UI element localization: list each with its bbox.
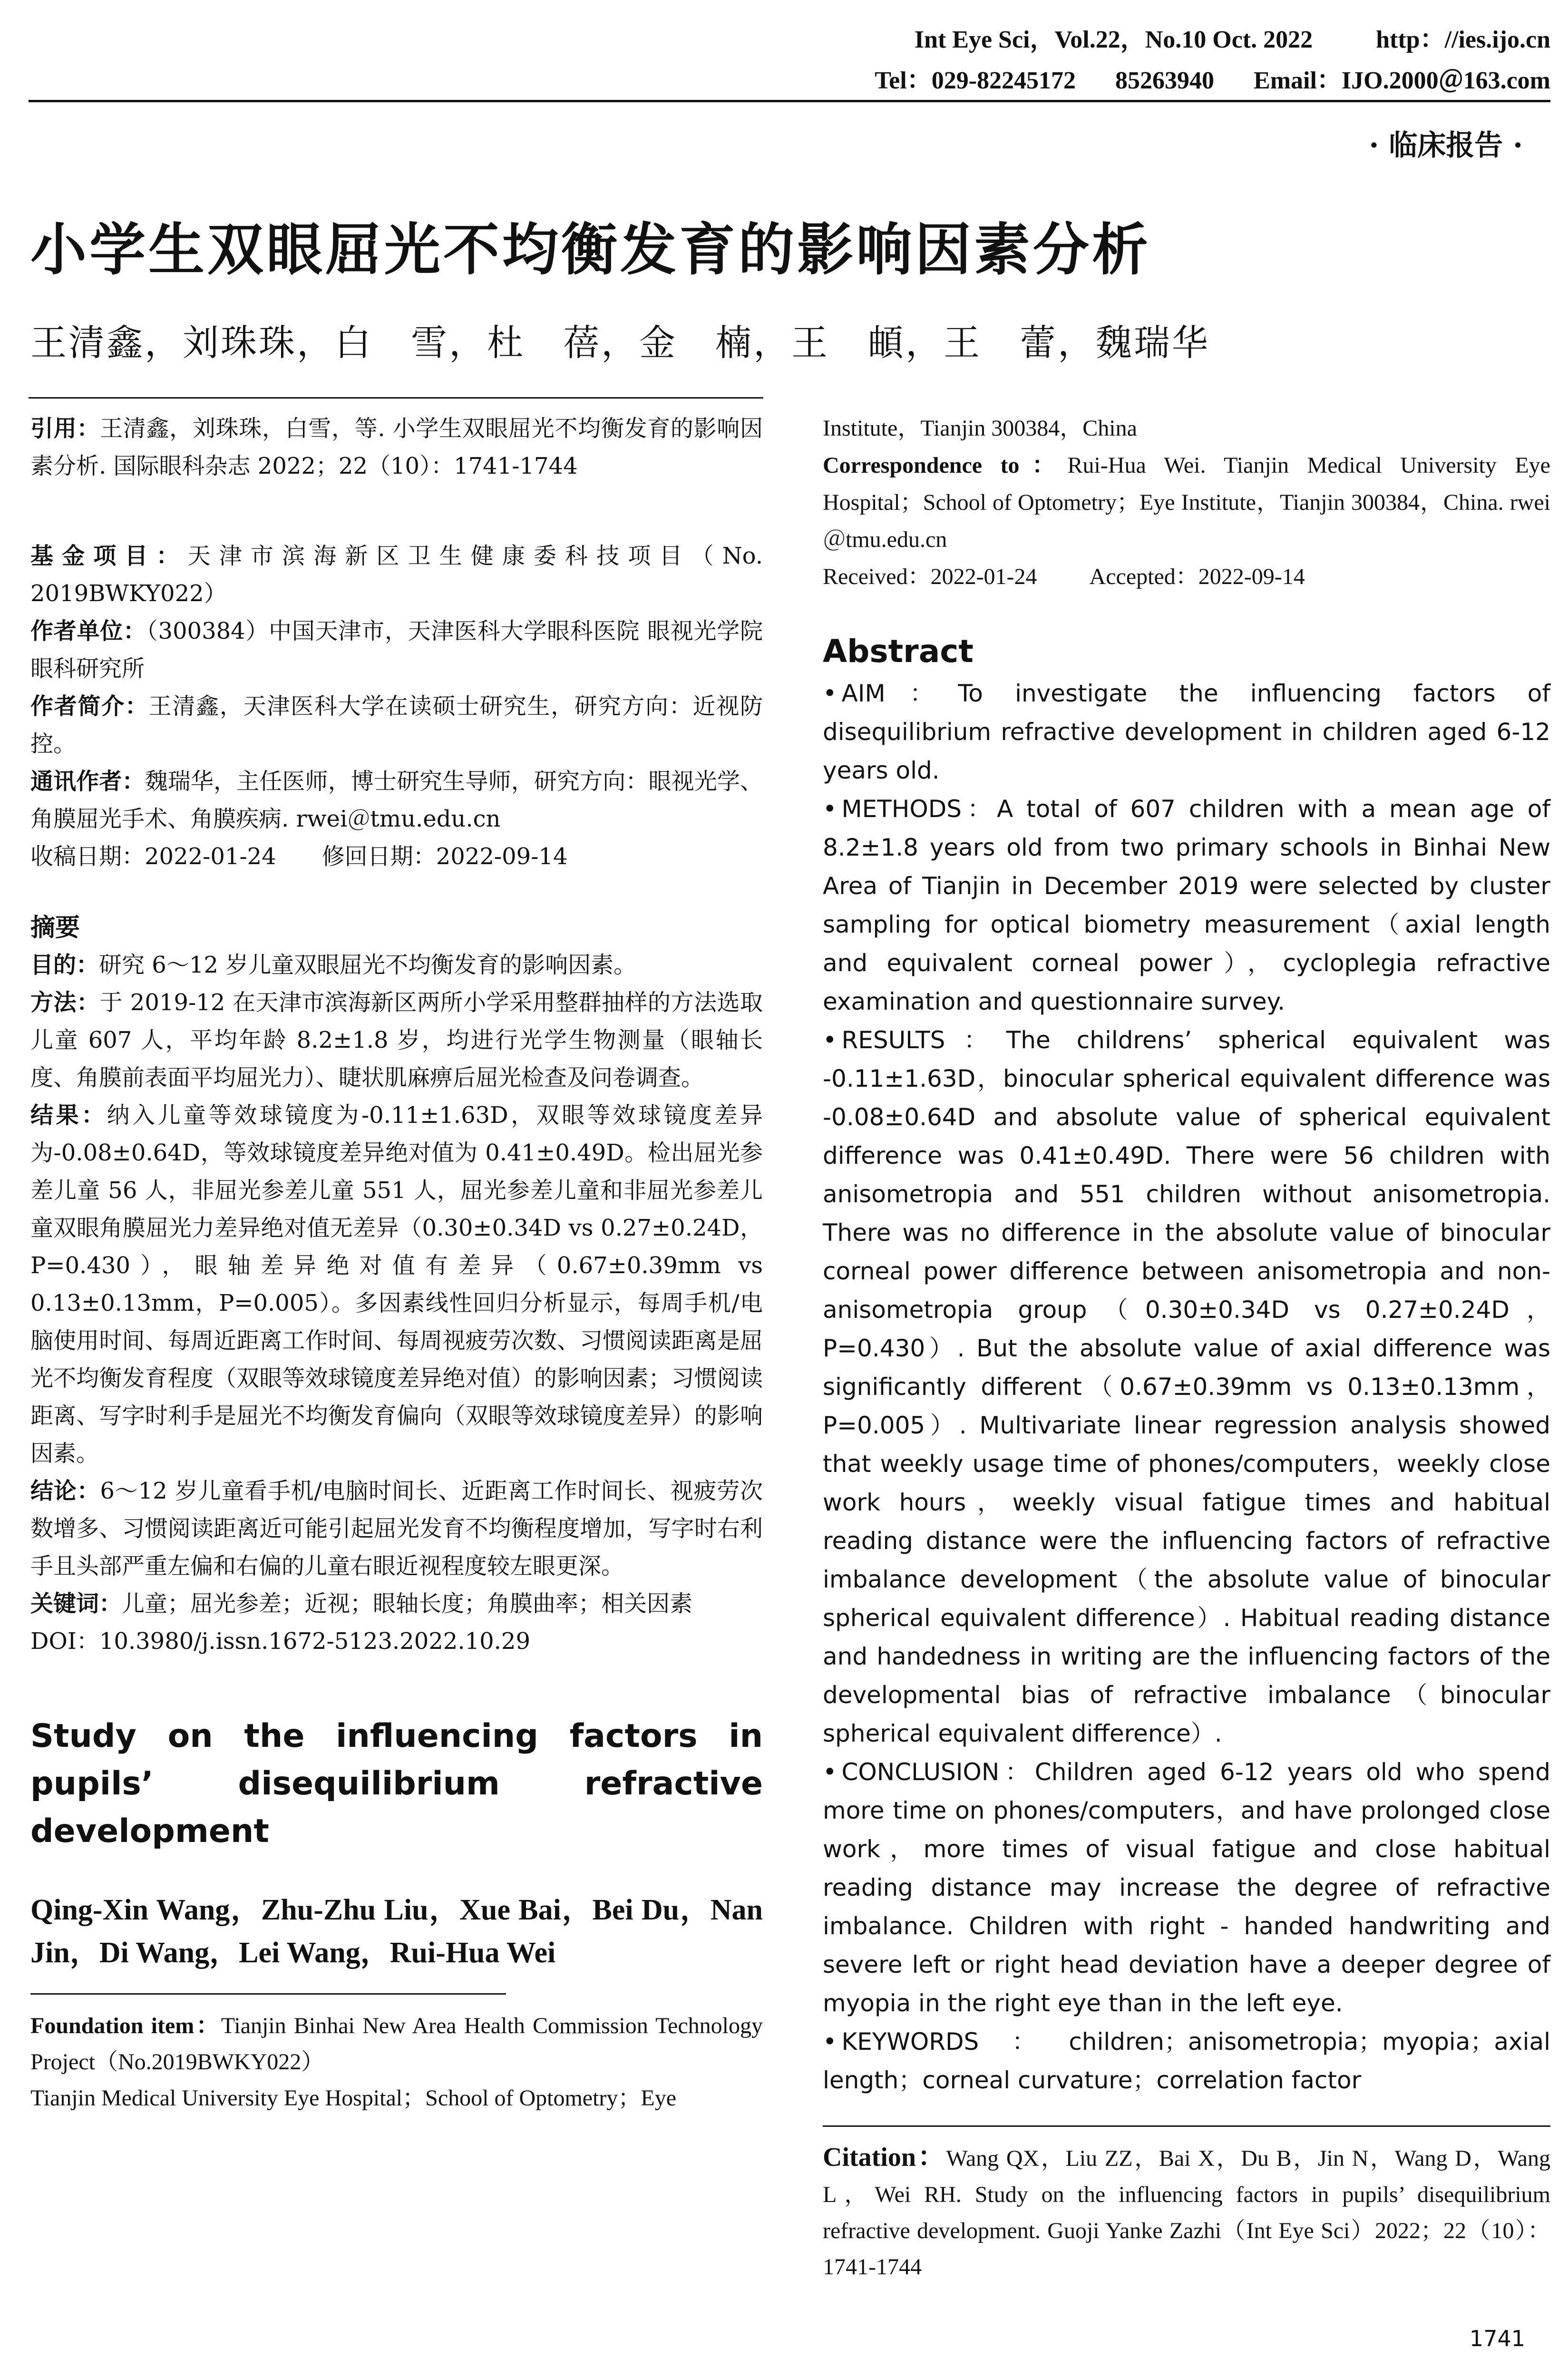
- corr-text: 魏瑞华，主任医师，博士研究生导师，研究方向：眼视光学、角膜屈光手术、角膜疾病. rwei＠tmu.edu.cn: [30, 768, 763, 832]
- article-authors: 王清鑫，刘珠珠，白 雪，杜 蓓，金 楠，王 頔，王 蕾，魏瑞华: [30, 321, 1210, 364]
- accepted-date: Accepted：2022-09-14: [1089, 564, 1305, 589]
- english-title: Study on the influencing factors in pupils’ disequilibrium refractive development: [30, 1717, 763, 1850]
- foundation-label: Foundation item：: [30, 2013, 221, 2038]
- keywords-cn-label: 关键词：: [30, 1590, 122, 1617]
- header-contact-line: [841, 60, 1550, 96]
- page-number: 1741: [1469, 2326, 1525, 2351]
- received-dates: 收稿日期：2022-01-24 修回日期：2022-09-14: [30, 843, 568, 870]
- right-foot-divider: [823, 2125, 1550, 2127]
- correspondence-label: Correspondence to：: [823, 453, 1068, 478]
- author-bio: [30, 688, 763, 763]
- fund-label: 基金项目：: [30, 543, 188, 569]
- corr-label: 通讯作者：: [30, 768, 145, 795]
- received-accepted: [823, 558, 1550, 595]
- abstract-keywords-text: KEYWORDS：children；anisometropia；myopia；axial length；corneal curvature；correlation factor: [823, 2028, 1550, 2094]
- doi: DOI：10.3980/j.issn.1672-5123.2022.10.29: [30, 1628, 531, 1655]
- bullet-icon: •: [823, 680, 837, 707]
- conclusion-cn-label: 结论：: [30, 1478, 100, 1504]
- unit-label: 作者单位：: [30, 618, 146, 644]
- bullet-icon: •: [823, 2028, 837, 2056]
- fund-info: [30, 537, 763, 613]
- citation-cn-text: 王清鑫，刘珠珠，白雪，等. 小学生双眼屈光不均衡发育的影响因素分析. 国际眼科杂志 2022；22（10）：1741-1744: [30, 415, 763, 479]
- conclusion-cn-text: 6～12 岁儿童看手机/电脑时间长、近距离工作时间长、视疲劳次数增多、习惯阅读距离近可能引起屈光发育不均衡程度增加，写字时右利手且头部严重左偏和右偏的儿童右眼近视程度较左眼更深。: [30, 1478, 763, 1579]
- abstract-heading: Abstract: [823, 633, 974, 670]
- results-cn-label: 结果：: [30, 1102, 107, 1129]
- english-authors: Qing-Xin Wang，Zhu-Zhu Liu，Xue Bai，Bei Du，Nan Jin，Di Wang，Lei Wang，Rui-Hua Wei: [30, 1894, 763, 1969]
- abstract-methods-text: METHODS：A total of 607 children with a mean age of 8.2±1.8 years old from two primary schools in Binhai New Area of Tianjin in December 2019 were selected by cluster sampling for optical biometry measurement（axial length and equivalent corneal power），cycloplegia refractive examination and questionnaire survey.: [823, 795, 1550, 1015]
- citation-en-text: Wang QX，Liu ZZ，Bai X，Du B，Jin N，Wang D，Wang L，Wei RH. Study on the influencing factors in pupils’ disequilibrium refractive development. Guoji Yanke Zazhi（Int Eye Sci）2022；22（10）：1741-1744: [823, 2146, 1550, 2280]
- methods-cn-text: 于 2019-12 在天津市滨海新区两所小学采用整群抽样的方法选取儿童 607 人，平均年龄 8.2±1.8 岁，均进行光学生物测量（眼轴长度、角膜前表面平均屈光力）、睫状肌麻痹后屈光检查及问卷调查。: [30, 989, 763, 1091]
- bio-text: 王清鑫，天津医科大学在读硕士研究生，研究方向：近视防控。: [30, 693, 763, 757]
- abstract-cn-results: [30, 1097, 763, 1472]
- journal-email: Email：IJO.2000＠163.com: [1254, 67, 1550, 94]
- received-date: Received：2022-01-24: [823, 564, 1037, 589]
- citation-en-label: Citation：: [823, 2143, 946, 2172]
- left-column: [30, 410, 763, 2116]
- abstract-keywords: [823, 2023, 1550, 2100]
- abstract-results: [823, 1021, 1550, 1753]
- abstract-methods: [823, 790, 1550, 1021]
- right-column: [823, 410, 1550, 2285]
- bullet-icon: •: [823, 1758, 837, 1786]
- affiliation-en: Tianjin Medical University Eye Hospital；School of Optometry；Eye: [30, 2085, 677, 2111]
- journal-tel2: 85263940: [1115, 67, 1215, 94]
- bio-label: 作者简介：: [30, 693, 149, 720]
- fund-text: 天津市滨海新区卫生健康委科技项目（No. 2019BWKY022）: [30, 543, 763, 607]
- section-tag: · 临床报告 ·: [1369, 129, 1523, 162]
- journal-url: http：//ies.ijo.cn: [1376, 26, 1550, 53]
- keywords-cn-text: 儿童；屈光参差；近视；眼轴长度；角膜曲率；相关因素: [122, 1590, 693, 1617]
- abstract-aim-text: AIM：To investigate the influencing factors of disequilibrium refractive development in children aged 6-12 years old.: [823, 680, 1550, 784]
- foundation-item: [30, 2008, 763, 2080]
- header-journal-line: [900, 19, 1550, 55]
- correspondence-text: Rui-Hua Wei. Tianjin Medical University Eye Hospital；School of Optometry；Eye Institute，Tianjin 300384，China. rwei＠tmu.edu.cn: [823, 453, 1550, 552]
- bullet-icon: •: [823, 795, 837, 823]
- header-divider: [29, 100, 1550, 102]
- citation-cn: [30, 410, 763, 485]
- citation-cn-label: 引用：: [30, 415, 100, 442]
- left-foot-divider: [30, 1993, 506, 1995]
- abstract-aim: [823, 674, 1550, 790]
- corresponding-author: [30, 763, 763, 838]
- article-title: 小学生双眼屈光不均衡发育的影响因素分析: [30, 217, 1151, 283]
- running-header: [29, 19, 1550, 100]
- abstract-cn-methods: [30, 984, 763, 1097]
- correspondence: [823, 447, 1550, 558]
- abstract-cn-aim: [30, 946, 763, 984]
- affiliation-en-cont: Institute，Tianjin 300384，China: [823, 416, 1137, 441]
- left-column-divider: [29, 397, 763, 399]
- unit-text: （300384）中国天津市，天津医科大学眼科医院 眼视光学院 眼科研究所: [30, 618, 763, 682]
- aim-cn-text: 研究 6～12 岁儿童双眼屈光不均衡发育的影响因素。: [99, 952, 637, 978]
- keywords-cn: [30, 1585, 763, 1623]
- methods-cn-label: 方法：: [30, 989, 100, 1016]
- abstract-cn-heading: 摘要: [30, 913, 80, 942]
- journal-info: Int Eye Sci，Vol.22，No.10 Oct. 2022: [914, 26, 1313, 53]
- journal-tel: Tel：029-82245172: [875, 67, 1076, 94]
- abstract-conclusion-text: CONCLUSION：Children aged 6-12 years old who spend more time on phones/computers，and have prolonged close work，more times of visual fatigue and close habitual reading distance may increase the degree of refractive imbalance. Children with right - handed handwriting and severe left or right head deviation have a deeper degree of myopia in the right eye than in the left eye.: [823, 1758, 1550, 2017]
- results-cn-text: 纳入儿童等效球镜度为-0.11±1.63D，双眼等效球镜度差异为-0.08±0.64D，等效球镜度差异绝对值为 0.41±0.49D。检出屈光参差儿童 56 人，非屈光参差儿童 551 人，屈光参差儿童和非屈光参差儿童双眼角膜屈光力差异绝对值无差异（0.30±0.34D vs 0.27±0.24D，P=0.430），眼轴差异绝对值有差异（0.67±0.39mm vs 0.13±0.13mm，P=0.005）。多因素线性回归分析显示，每周手机/电脑使用时间、每周近距离工作时间、每周视疲劳次数、习惯阅读距离是屈光不均衡发育程度（双眼等效球镜度差异绝对值）的影响因素；习惯阅读距离、写字时利手是屈光不均衡发育偏向（双眼等效球镜度差异）的影响因素。: [30, 1102, 763, 1467]
- abstract-cn-conclusion: [30, 1472, 763, 1585]
- bullet-icon: •: [823, 1026, 837, 1054]
- aim-cn-label: 目的：: [30, 952, 99, 978]
- abstract-conclusion: [823, 1753, 1550, 2023]
- citation-en: [823, 2139, 1550, 2285]
- abstract-results-text: RESULTS：The childrens’ spherical equivalent was -0.11±1.63D，binocular spherical equivalent difference was -0.08±0.64D and absolute value of spherical equivalent difference was 0.41±0.49D. There were 56 children with anisometropia and 551 children without anisometropia. There was no difference in the absolute value of binocular corneal power difference between anisometropia and non-anisometropia group（0.30±0.34D vs 0.27±0.24D，P=0.430）. But the absolute value of axial difference was significantly different（0.67±0.39mm vs 0.13±0.13mm，P=0.005）. Multivariate linear regression analysis showed that weekly usage time of phones/computers，weekly close work hours，weekly visual fatigue times and habitual reading distance were the influencing factors of refractive imbalance development（the absolute value of binocular spherical equivalent difference）. Habitual reading distance and handedness in writing are the influencing factors of the developmental bias of refractive imbalance（binocular spherical equivalent difference）.: [823, 1026, 1550, 1747]
- author-unit: [30, 613, 763, 688]
- foundation-text: Tianjin Binhai New Area Health Commission Technology Project（No.2019BWKY022）: [30, 2013, 763, 2075]
